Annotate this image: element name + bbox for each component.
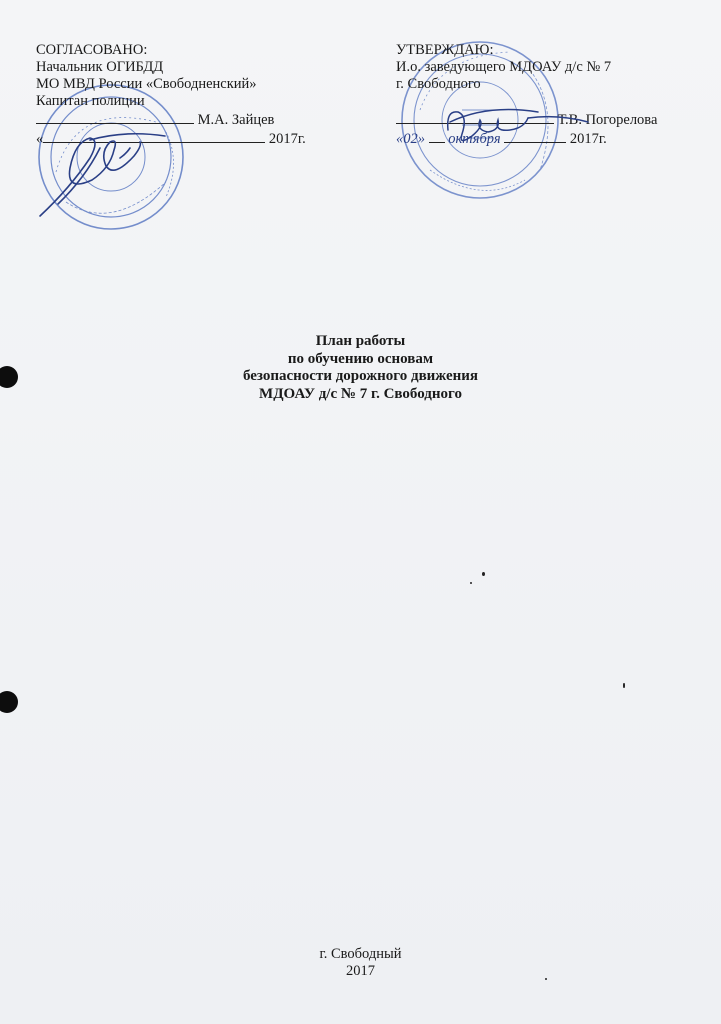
approval-left-name: М.А. Зайцев bbox=[197, 112, 275, 128]
speck bbox=[470, 582, 472, 584]
approval-right-heading: УТВЕРЖДАЮ: bbox=[396, 42, 494, 58]
document-footer bbox=[0, 946, 721, 980]
approval-right-date-line bbox=[396, 129, 696, 148]
approval-right-name: Т.В. Погорелова bbox=[557, 112, 658, 128]
approval-right-date-suffix: 2017г. bbox=[569, 131, 607, 147]
title-line3: безопасности дорожного движения bbox=[242, 368, 479, 384]
approval-right-date-day: «02» bbox=[396, 131, 425, 147]
date-underline bbox=[429, 129, 445, 143]
date-underline bbox=[504, 129, 566, 143]
title-line1: План работы bbox=[315, 333, 406, 349]
approval-left-line3: Капитан полиции bbox=[36, 93, 145, 109]
approval-right-date-month: октября bbox=[448, 131, 501, 147]
approval-left-line1: Начальник ОГИБДД bbox=[36, 59, 164, 75]
footer-city: г. Свободный bbox=[319, 946, 402, 962]
approval-left-heading: СОГЛАСОВАНО: bbox=[36, 42, 148, 58]
approval-right-signature-line bbox=[396, 110, 696, 129]
approval-right-line1: И.о. заведующего МДОАУ д/с № 7 bbox=[396, 59, 612, 75]
signature-underline bbox=[396, 110, 554, 124]
approval-right-line2: г. Свободного bbox=[396, 76, 481, 92]
title-line4: МДОАУ д/с № 7 г. Свободного bbox=[259, 385, 462, 402]
signature-underline bbox=[36, 110, 194, 124]
speck bbox=[623, 683, 625, 688]
speck bbox=[482, 572, 485, 576]
approval-left-date-prefix: « bbox=[36, 131, 44, 147]
approval-left-signature-line bbox=[36, 110, 336, 129]
footer-year: 2017 bbox=[346, 963, 375, 979]
document-title bbox=[0, 333, 721, 403]
approval-left-date-suffix: 2017г. bbox=[268, 131, 306, 147]
date-underline bbox=[43, 129, 265, 143]
approval-left-block bbox=[36, 42, 336, 148]
punch-hole-bottom bbox=[0, 691, 18, 713]
title-line2: по обучению основам bbox=[287, 350, 434, 367]
approval-left-line2: МО МВД России «Свободненский» bbox=[36, 76, 257, 92]
approval-right-block bbox=[396, 42, 696, 148]
approval-left-date-line bbox=[36, 129, 336, 148]
